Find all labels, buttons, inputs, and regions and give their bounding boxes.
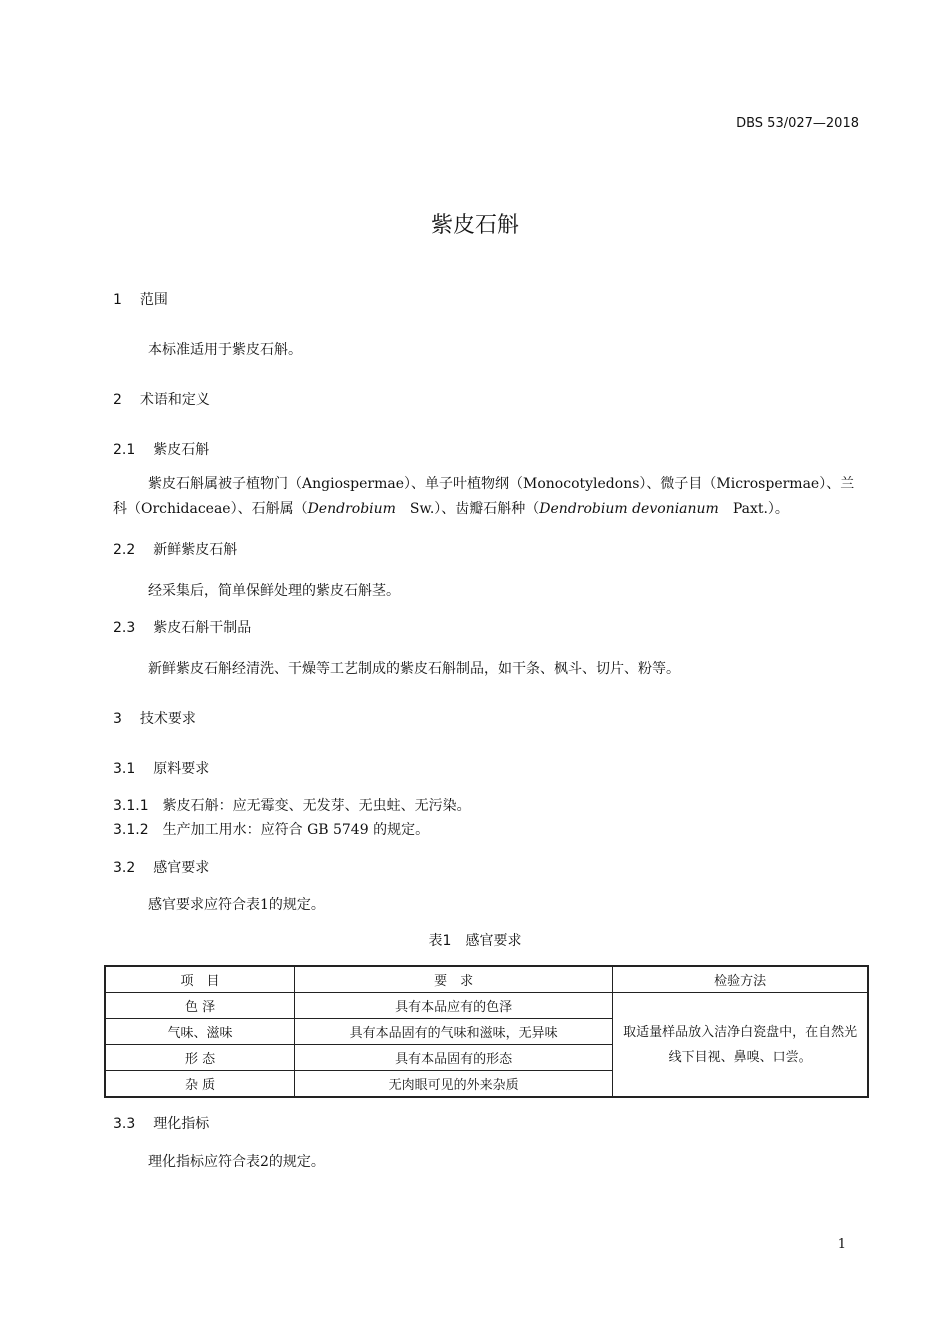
section-2-1-heading: [113, 439, 209, 459]
section-number: 3.2: [113, 860, 136, 876]
section-title: 术语和定义: [139, 392, 210, 408]
section-3-heading: [113, 708, 196, 728]
section-number: 2: [113, 392, 122, 408]
page-number: 1: [837, 1237, 846, 1252]
section-3-3-heading: [113, 1113, 209, 1133]
item-text: 紫皮石斛：应无霉变、无发芽、无虫蛀、无污染。: [162, 798, 471, 814]
requirement-cell: 无肉眼可见的外来杂质: [295, 1071, 613, 1098]
column-header: 检验方法: [613, 966, 868, 993]
section-3-3-text: 理化指标应符合表2的规定。: [148, 1154, 325, 1170]
column-header: 要 求: [295, 966, 613, 993]
sensory-requirements-table: [104, 965, 869, 1098]
section-title: 技术要求: [139, 711, 196, 727]
section-number: 3.3: [113, 1116, 136, 1132]
requirement-cell: 具有本品固有的形态: [295, 1045, 613, 1071]
section-2-heading: [113, 389, 210, 409]
table-row: [105, 993, 868, 1019]
item-number: 3.1.2: [113, 822, 149, 838]
test-method-cell: 取适量样品放入洁净白瓷盘中，在自然光线下目视、鼻嗅、口尝。: [613, 993, 868, 1098]
section-2-2-text: 经采集后，简单保鲜处理的紫皮石斛茎。: [148, 583, 400, 599]
section-2-1-definition: [113, 472, 863, 522]
list-item: [113, 819, 429, 839]
item-cell: 色 泽: [105, 993, 295, 1019]
species-name: Dendrobium devonianum: [539, 501, 719, 517]
item-number: 3.1.1: [113, 798, 149, 814]
section-3-2-heading: [113, 857, 209, 877]
requirement-cell: 具有本品应有的色泽: [295, 993, 613, 1019]
item-cell: 杂 质: [105, 1071, 295, 1098]
section-number: 2.1: [113, 442, 136, 458]
column-header: 项 目: [105, 966, 295, 993]
section-2-3-text: 新鲜紫皮石斛经清洗、干燥等工艺制成的紫皮石斛制品，如干条、枫斗、切片、粉等。: [148, 661, 680, 677]
definition-text-c: Paxt.）。: [718, 501, 789, 517]
section-title: 感官要求: [153, 860, 210, 876]
section-title: 理化指标: [153, 1116, 210, 1132]
section-title: 范围: [139, 292, 168, 308]
section-1-text: 本标准适用于紫皮石斛。: [148, 342, 302, 358]
definition-text-b: Sw.）、齿瓣石斛种（: [395, 501, 540, 517]
item-text: 生产加工用水：应符合 GB 5749 的规定。: [162, 822, 430, 838]
table-header-row: [105, 966, 868, 993]
section-number: 2.3: [113, 620, 136, 636]
genus-name: Dendrobium: [307, 501, 396, 517]
section-2-3-heading: [113, 617, 251, 637]
requirement-cell: 具有本品固有的气味和滋味，无异味: [295, 1019, 613, 1045]
section-3-1-heading: [113, 758, 209, 778]
standard-code: DBS 53/027—2018: [736, 116, 859, 131]
item-cell: 气味、滋味: [105, 1019, 295, 1045]
section-number: 1: [113, 292, 122, 308]
section-2-2-heading: [113, 539, 237, 559]
table-1-caption: 表1 感官要求: [428, 933, 522, 949]
section-3-2-text: 感官要求应符合表1的规定。: [148, 897, 325, 913]
section-number: 3: [113, 711, 122, 727]
section-number: 2.2: [113, 542, 136, 558]
section-title: 紫皮石斛: [153, 442, 210, 458]
section-title: 新鲜紫皮石斛: [153, 542, 238, 558]
page-title: 紫皮石斛: [430, 213, 519, 238]
section-title: 原料要求: [153, 761, 210, 777]
section-number: 3.1: [113, 761, 136, 777]
definition-text-a: 紫皮石斛属被子植物门（Angiospermae）、单子叶植物纲（Monocotyledons）、微子目（Microspermae）、兰科（Orchidaceae）、石斛属（: [113, 476, 855, 517]
section-title: 紫皮石斛干制品: [153, 620, 252, 636]
item-cell: 形 态: [105, 1045, 295, 1071]
section-1-heading: [113, 289, 168, 309]
list-item: [113, 795, 471, 815]
